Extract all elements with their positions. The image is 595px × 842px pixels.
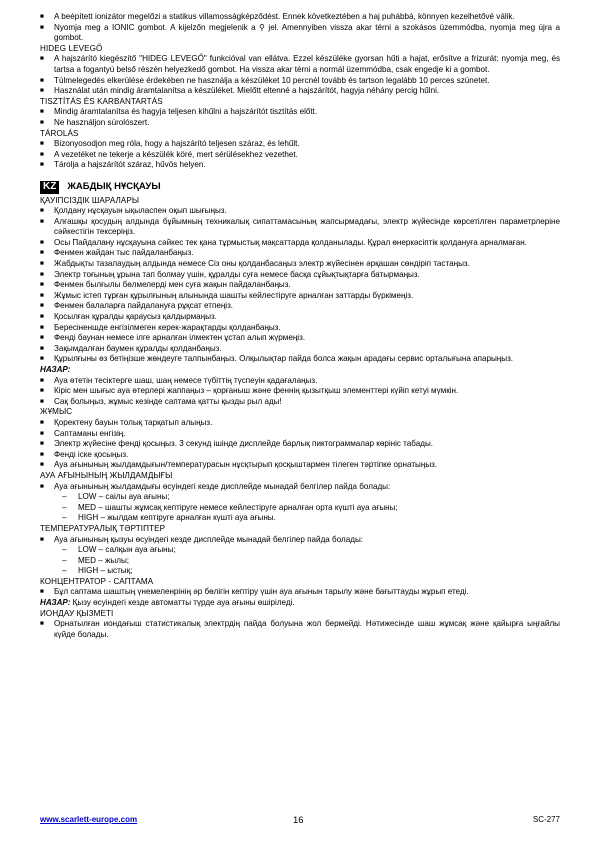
dash-item: – HIGH – жылдам кептіруге арналған күшті ауа ағыны. (40, 513, 560, 524)
kz-temp-heading: ТЕМПЕРАТУРАЛЫҚ ТӘРТІПТЕР (40, 523, 166, 533)
list-item: ■ Ауа өтетін тесіктерге шаш, шаң немесе түбіттің түспеуін қадағалаңыз. (40, 376, 560, 387)
kz-concentrator-heading: КОНЦЕНТРАТОР - САПТАМА (40, 576, 154, 586)
list-item: ■ Ауа ағынының жылдамдығын/температурасын нұсқтырып қосқыштармен тілеген тәртіпке орнатыңыз. (40, 460, 560, 471)
kz-ionizer-heading: ИОНДАУ ҚЫЗМЕТІ (40, 608, 114, 618)
list-item: ■ Сақ болыңыз, жұмыс кезінде саптама қатты қызды рыл ады! (40, 397, 560, 408)
kz-warning-list (40, 376, 560, 408)
list-item: ■ Фенді іске қосыңыз. (40, 450, 560, 461)
dash-item: – MED – жылы; (40, 556, 560, 567)
list-item: ■ Ne használjon súrolószert. (40, 118, 560, 129)
page-number: 16 (293, 815, 304, 826)
kz-language-badge: KZ (40, 181, 59, 194)
dash-item: – HIGH – ыстық; (40, 566, 560, 577)
list-item: ■ Кіріс мен шығыс ауа өтерлері жаппаңыз – қорғаныш және феннің қызытқыш элементтері күйіп кетуі мүмкін. (40, 386, 560, 397)
list-item: ■ Электр тоғының ұрына тап болмау үшін, құралды суға немесе басқа сұйықтықтарға батырмаңыз. (40, 270, 560, 281)
model-number: SC-277 (532, 815, 560, 824)
list-item: ■ Nyomja meg a IONIC gombot. A kijelzőn megjelenik a ⚲ jel. Amennyiben vissza akar térni a szokásos üzemmódba, nyomja meg újra a gombot. (40, 23, 560, 44)
kz-section-title: ЖАБДЫҚ НҰСҚАУЫ (67, 180, 161, 192)
kz-work-heading: ЖҰМЫС (40, 407, 73, 417)
list-item: ■ Осы Пайдалану нұсқауына сәйкес тек қана тұрмыстық мақсаттарда қолданылады. Құрал өнеркәсіптік қолдануға арналмаған. (40, 238, 560, 249)
list-item: ■ Электр жүйесіне фенді қосыңыз. 3 секунд ішінде дисплейде барлық пиктограммалар көрініс табады. (40, 439, 560, 450)
list-item: ■ Жабдықты тазалаудың алдында немесе Сіз оны қолданбасаңыз электр жүйесінен әрқашан сөндіріп тастаңыз. (40, 259, 560, 270)
list-item: ■ Használat után mindig áramtalanítsa a készüléket. Mielőtt eltenné a hajszárítót, hagyja néhány percig hűlni. (40, 86, 560, 97)
kz-safety-heading: ҚАУІПСІЗДІК ШАРАЛАРЫ (40, 195, 140, 205)
list-item: ■ Бересіненшде енгізілмеген керек-жарақтарды қолданбаңыз. (40, 323, 560, 334)
hu-cleaning-heading: TISZTÍTÁS ÉS KARBANTARTÁS (40, 96, 163, 106)
kz-work-list (40, 418, 560, 471)
kz-speed-intro: ■ Ауа ағынының жылдамдығы өсуіндегі кезде дисплейде мынадай белгілер пайда болады: (40, 482, 560, 493)
kz-note-text: Қызу өсуіндегі кезде автоматты түрде ауа ағыны өшіріледі. (70, 598, 295, 608)
hu-storage-list (40, 139, 560, 171)
kz-note-label: НАЗАР: (40, 598, 71, 608)
document-page (40, 12, 560, 640)
kz-temp-intro: ■ Ауа ағынының қызуы өсуіндегі кезде дисплейде мынадай белгілер пайда болады: (40, 535, 560, 546)
hu-top-list (40, 12, 560, 44)
hu-storage-heading: TÁROLÁS (40, 128, 79, 138)
list-item: ■ Túlmelegedés elkerülése érdekében ne használja a készüléket 10 percnél tovább és tartson legalább 10 perces szünetet. (40, 76, 560, 87)
dash-item: – LOW – салқын ауа ағыны; (40, 545, 560, 556)
list-item: ■ Bizonyosodjon meg róla, hogy a hajszárító teljesen száraz, és lehűlt. (40, 139, 560, 150)
list-item: ■ Tárolja a hajszárítót száraz, hűvös helyen. (40, 160, 560, 171)
list-item: ■ Зақымдалған баумен құралды қолданбаңыз. (40, 344, 560, 355)
list-item: ■ A vezetéket ne tekerje a készülék köré, mert sérülésekhez vezethet. (40, 150, 560, 161)
list-item: ■ Фенмен былғылы бөлмелерді мен суға жақын пайдаланбаңыз. (40, 280, 560, 291)
kz-concentrator-text: ■ Бұл саптама шаштың үнемеленрінің әр бөлігін кептіру үшін ауа ағынын тарылу және бағыттауды жұрып етеді. (40, 587, 560, 598)
list-item: ■ Mindig áramtalanítsa és hagyja teljesen kihűlni a hajszárítót tisztítás előtt. (40, 107, 560, 118)
kz-ionizer-text: ■ Орнатылған иондағыш статистикалық электрдің пайда болуына жол бермейді. Нәтижесінде шаш жұмсақ және қайырға ыңғайлы күйде болады. (40, 619, 560, 640)
hu-cleaning-list (40, 107, 560, 128)
list-item: ■ Фенді баунан немесе ілге арналған ілмектен ұстап алып жүрмеңіз. (40, 333, 560, 344)
kz-safety-list (40, 206, 560, 365)
kz-note (40, 598, 560, 609)
list-item: ■ Фенмен жайдан тыс пайдаланбаңыз. (40, 248, 560, 259)
page-footer (40, 815, 560, 827)
dash-item: – LOW – саілы ауа ағыны; (40, 492, 560, 503)
list-item: ■ A beépített ionizátor megelőzi a statikus villamosságképződést. Ennek következtében a haj puhábbá, könnyen kezelhetővé válik. (40, 12, 560, 23)
kz-temp-items (40, 545, 560, 577)
kz-speed-items (40, 492, 560, 524)
list-item: ■ Жұмыс істеп тұрған құрылғының алынында шашты кейлестіруге арналған заттарды бүркімеңіз. (40, 291, 560, 302)
list-item: ■ Фенмен балаларға пайдалануға рұқсат етпеңіз. (40, 301, 560, 312)
list-item: ■ Алғашқы қосудың алдында бұйымның техникалық сипаттамасының жапсырмадағы, электр жүйесінде көрсетілген параметрлеріне сәйкестігін тексеріңіз. (40, 217, 560, 238)
list-item: ■ Құрылғыны өз бетіңізше жөндеуге талпынбаңыз. Олқылықтар пайда болса жақын арадағы сервис орталығына апарыңыз. (40, 354, 560, 365)
hu-cold-air-list (40, 54, 560, 96)
kz-speed-heading: АУА АҒЫНЫНЫҢ ЖЫЛДАМДЫҒЫ (40, 470, 173, 480)
list-item: ■ Қосылған құралды қараусыз қалдырмаңыз. (40, 312, 560, 323)
dash-item: – MED – шашты жұмсақ кептіруге немесе кейлестіруге арналған орта күшті ауа ағыны; (40, 503, 560, 514)
list-item: ■ Қоректену бауын толық тарқатып алыңыз. (40, 418, 560, 429)
footer-website-link[interactable]: www.scarlett-europe.com (40, 815, 138, 824)
kz-warning-heading: НАЗАР: (40, 365, 71, 374)
list-item: ■ Қолдану нұсқауын ықыласпен оқып шығыңыз. (40, 206, 560, 217)
list-item: ■ Саптаманы енгізің. (40, 429, 560, 440)
kz-section-header (40, 181, 560, 194)
hu-cold-air-heading: HIDEG LEVEGŐ (40, 43, 103, 53)
list-item: ■ A hajszárító kiegészítő "HIDEG LEVEGŐ" funkcióval van ellátva. Ezzel készüléke gyorsan hűti a hajat, erősítve a frizurát: nyomja meg, és tartsa a fogantyú belső részén helyezkedő gombot. Ha vissza akar térni a normál üzemmódba, csak engedje ki a gombot. (40, 54, 560, 75)
